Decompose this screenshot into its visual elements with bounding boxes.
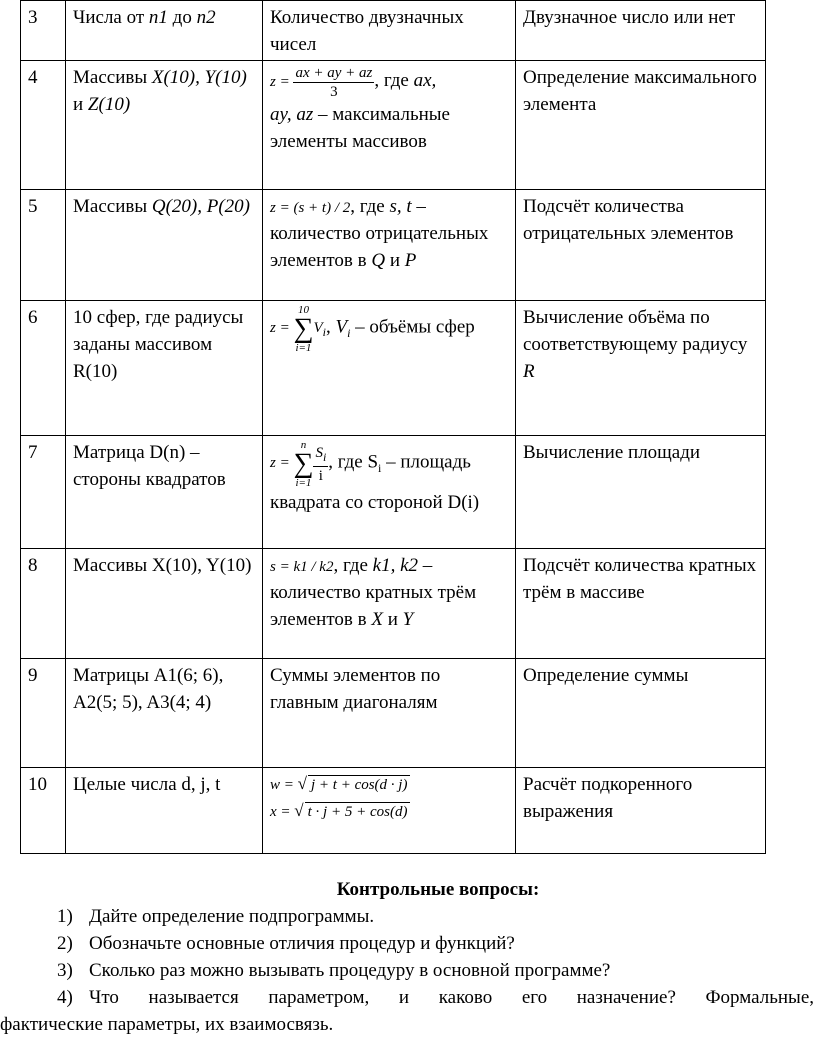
- table-row: [21, 436, 766, 549]
- row-action: Двузначное число или нет: [516, 1, 766, 61]
- tasks-table: [20, 0, 766, 854]
- row-data: Числа от n1 до n2: [66, 1, 263, 61]
- table-row: [21, 768, 766, 854]
- row-formula: z = 10 ∑ $i=1V_i$, $V_i$ – объёмы сфер: [263, 301, 516, 436]
- row-number: 7: [21, 436, 66, 549]
- formula: z = $\frac{ax + ay + az}{3}$: [270, 65, 373, 100]
- row-action: Определение суммы: [516, 659, 766, 768]
- row-data: Массивы Q(20), P(20): [66, 190, 263, 301]
- row-formula: Количество двузначных чисел: [263, 1, 516, 61]
- table-row: [21, 301, 766, 436]
- question-item: 2) Обозначьте основные отличия процедур и функций?: [57, 933, 515, 954]
- formula: z = n ∑ i=1 $\frac{S_i}{i}$: [270, 439, 327, 489]
- row-number: 10: [21, 768, 66, 854]
- row-action: Вычисление объёма по соответствующему радиусу R: [516, 301, 766, 436]
- row-formula: Суммы элементов по главным диагоналям: [263, 659, 516, 768]
- question-item: 1) Дайте определение подпрограммы.: [57, 906, 375, 927]
- row-number: 6: [21, 301, 66, 436]
- row-data: Массивы X(10), Y(10) и Z(10): [66, 61, 263, 190]
- row-action: Подсчёт количества отрицательных элементов: [516, 190, 766, 301]
- row-formula: z = n ∑ i=1 $\frac{S_i}{i}$ , где $S_i$ – площадь квадрата со стороной D(i): [263, 436, 516, 549]
- table-row: [21, 1, 766, 61]
- row-action: Подсчёт количества кратных трём в массиве: [516, 549, 766, 659]
- row-data: Целые числа d, j, t: [66, 768, 263, 854]
- row-data: Матрица D(n) – стороны квадратов: [66, 436, 263, 549]
- row-formula: z = (s + t) / 2, где s, t – количество отрицательных элементов в Q и P: [263, 190, 516, 301]
- control-questions: [0, 876, 816, 1038]
- table-row: [21, 61, 766, 190]
- formula: z = 10 ∑ $i=1V_i$: [270, 304, 326, 354]
- formula-x: x = √ t · j + 5 + cos(d): [270, 802, 509, 821]
- row-formula: z = $\frac{ax + ay + az}{3}$ , где ax, ay, az – максимальные элементы массивов: [263, 61, 516, 190]
- row-number: 8: [21, 549, 66, 659]
- row-action: Расчёт подкоренного выражения: [516, 768, 766, 854]
- row-data: Массивы X(10), Y(10): [66, 549, 263, 659]
- question-item: 4) Что называется параметром, и каково его назначение? Формальные,: [57, 987, 814, 1008]
- formula-w: w = √ j + t + cos(d · j): [270, 775, 509, 794]
- question-item-continuation: фактические параметры, их взаимосвязь.: [0, 1014, 334, 1035]
- table-row: [21, 659, 766, 768]
- row-data: Матрицы A1(6; 6), A2(5; 5), A3(4; 4): [66, 659, 263, 768]
- table-row: [21, 549, 766, 659]
- formula: s = k1 / k2: [270, 559, 334, 575]
- row-data: 10 сфер, где радиусы заданы массивом R(10): [66, 301, 263, 436]
- row-number: 4: [21, 61, 66, 190]
- row-formula: [263, 768, 516, 854]
- table-row: [21, 190, 766, 301]
- question-item: 3) Сколько раз можно вызывать процедуру в основной программе?: [57, 960, 611, 981]
- section-title: Контрольные вопросы:: [336, 879, 540, 900]
- row-number: 9: [21, 659, 66, 768]
- row-action: Определение максимального элемента: [516, 61, 766, 190]
- row-number: 5: [21, 190, 66, 301]
- row-number: 3: [21, 1, 66, 61]
- row-formula: s = k1 / k2, где k1, k2 – количество кратных трём элементов в X и Y: [263, 549, 516, 659]
- row-action: Вычисление площади: [516, 436, 766, 549]
- formula: z = (s + t) / 2: [270, 200, 351, 216]
